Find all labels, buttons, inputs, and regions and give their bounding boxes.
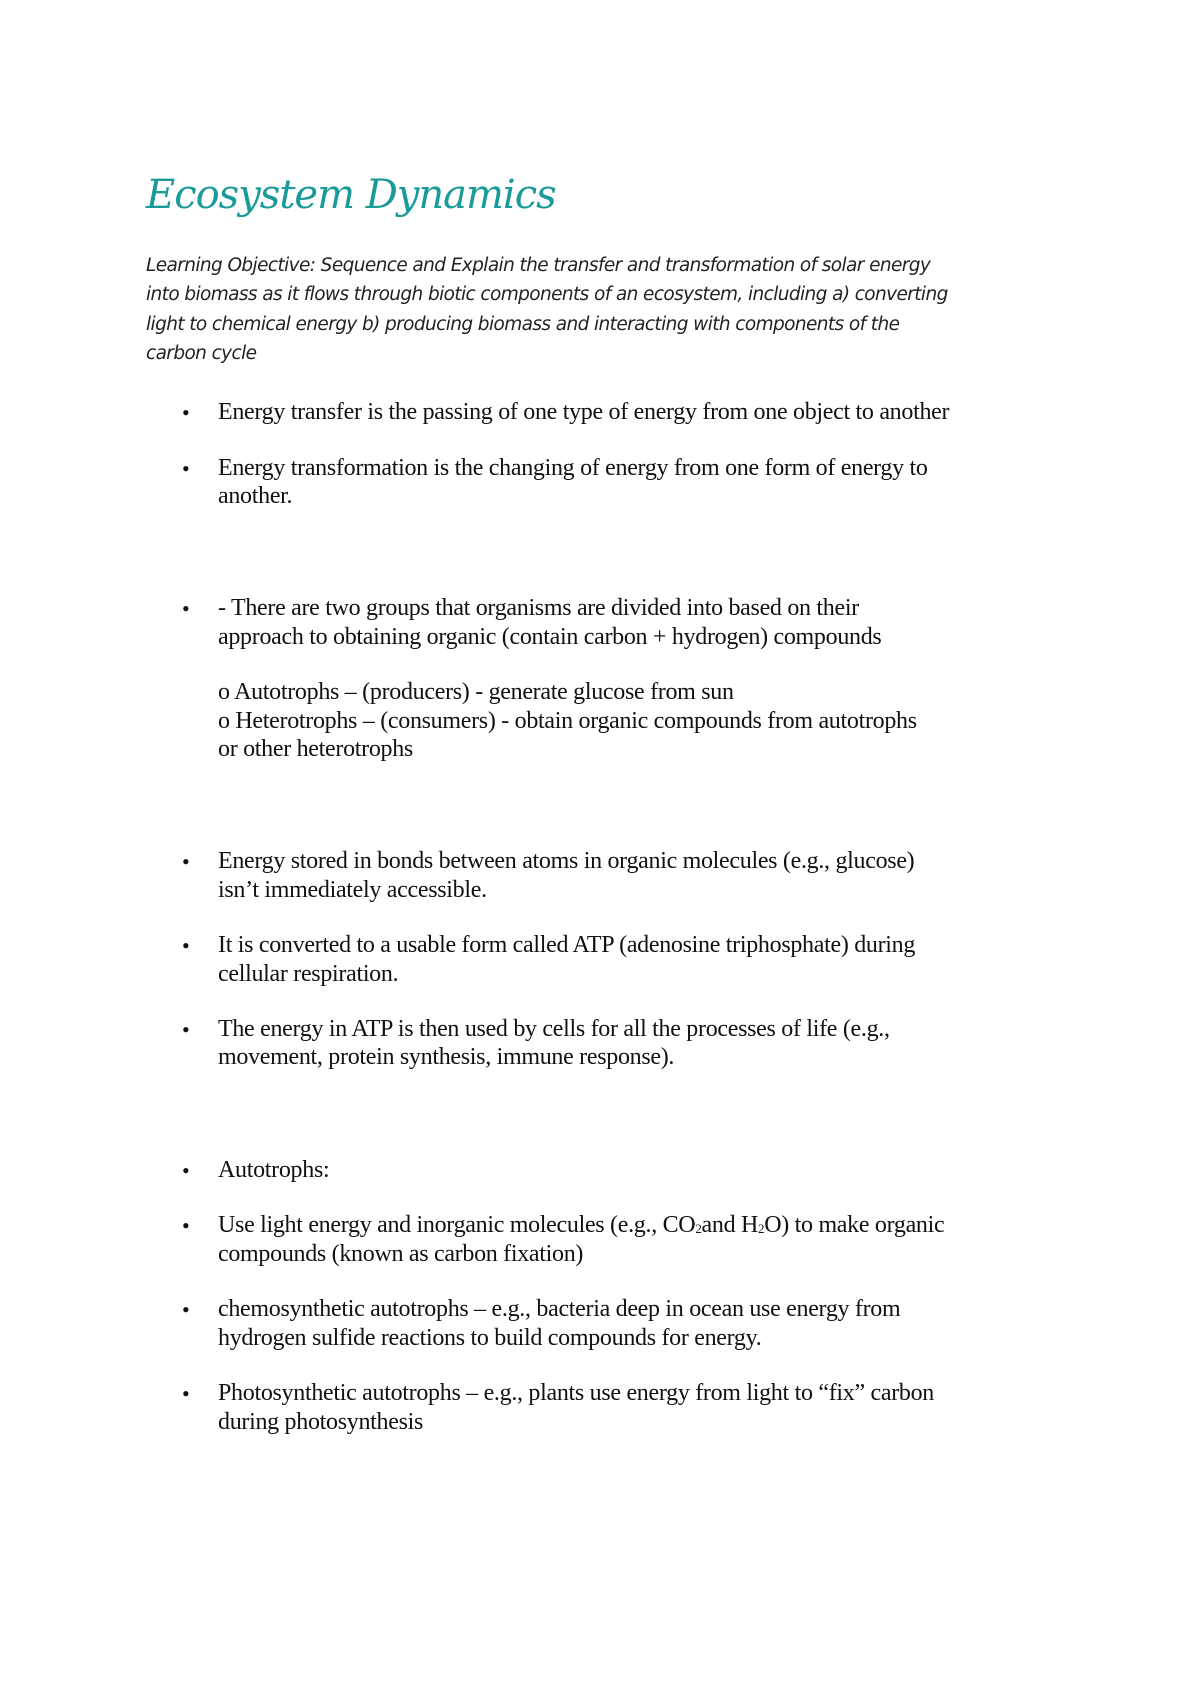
bullet-text: The energy in ATP is then used by cells for all the processes of life (e.g., [218,1016,890,1042]
text-run: and H [701,1212,759,1238]
bullet-text: Photosynthetic autotrophs – e.g., plants use energy from light to “fix” carbon [218,1380,935,1406]
bullet-text: movement, protein synthesis, immune response). [218,1044,675,1070]
bullet-icon: • [182,456,190,481]
bullet-text: compounds (known as carbon fixation) [218,1241,584,1267]
bullet-icon: • [182,1213,190,1238]
bullet-icon: • [182,1017,190,1042]
bullet-text: during photosynthesis [218,1409,424,1435]
text-run: Use light energy and inorganic molecules (e.g., CO [218,1212,696,1238]
page-title: Ecosystem Dynamics [146,172,556,218]
bullet-text: cellular respiration. [218,961,399,987]
bullet-text: hydrogen sulfide reactions to build compounds for energy. [218,1325,762,1351]
bullet-text: approach to obtaining organic (contain carbon + hydrogen) compounds [218,624,882,650]
text-run: O) to make organic [764,1212,945,1238]
learning-objective-line: into biomass as it flows through biotic components of an ecosystem, including a) converting [146,284,948,305]
learning-objective-line: light to chemical energy b) producing biomass and interacting with components of the [146,314,900,335]
bullet-text: another. [218,483,293,509]
bullet-text: chemosynthetic autotrophs – e.g., bacteria deep in ocean use energy from [218,1296,901,1322]
bullet-text [218,1212,944,1239]
bullet-text: Energy transfer is the passing of one type of energy from one object to another [218,399,950,425]
sub-item: or other heterotrophs [218,736,413,762]
bullet-text: - There are two groups that organisms are divided into based on their [218,595,859,621]
bullet-icon: • [182,400,190,425]
sub-item: o Heterotrophs – (consumers) - obtain organic compounds from autotrophs [218,708,917,734]
bullet-icon: • [182,1381,190,1406]
bullet-icon: • [182,596,190,621]
learning-objective-line: Learning Objective: Sequence and Explain the transfer and transformation of solar energy [146,255,931,276]
subscript: 2 [758,1221,765,1236]
bullet-icon: • [182,849,190,874]
bullet-icon: • [182,1158,190,1183]
subscript: 2 [695,1221,702,1236]
bullet-text: Energy stored in bonds between atoms in organic molecules (e.g., glucose) [218,848,915,874]
learning-objective-line: carbon cycle [146,343,257,364]
sub-item: o Autotrophs – (producers) - generate glucose from sun [218,679,734,705]
bullet-text: It is converted to a usable form called ATP (adenosine triphosphate) during [218,932,916,958]
bullet-icon: • [182,933,190,958]
bullet-text: Energy transformation is the changing of energy from one form of energy to [218,455,928,481]
bullet-text: Autotrophs: [218,1157,330,1183]
bullet-icon: • [182,1297,190,1322]
bullet-text: isn’t immediately accessible. [218,877,487,903]
